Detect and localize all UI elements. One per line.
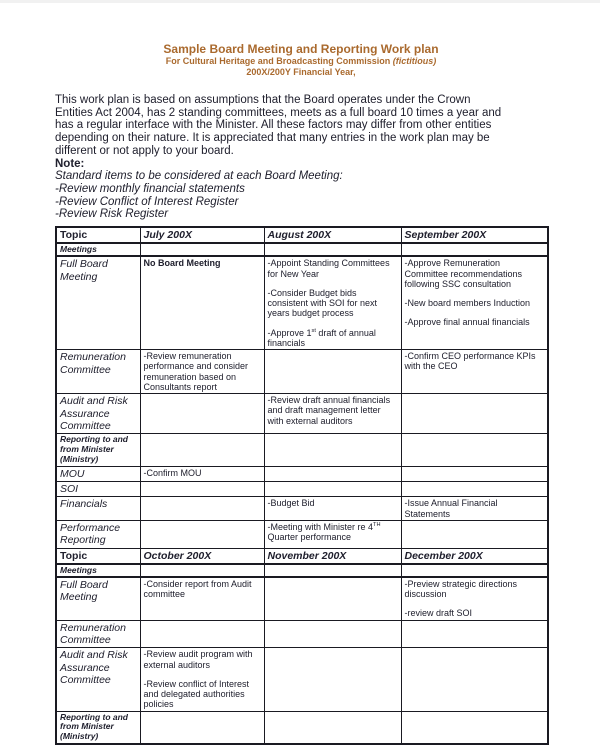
column-header-topic: Topic xyxy=(56,548,140,564)
table-section-row xyxy=(56,564,548,577)
topic-cell: Financials xyxy=(56,497,140,521)
note-item: -Review Risk Register xyxy=(55,208,169,221)
month-cell xyxy=(264,711,401,744)
cell-paragraph: -Review conflict of Interest and delegated authorities policies xyxy=(143,678,250,710)
month-cell xyxy=(264,577,401,620)
column-header-month: July 200X xyxy=(140,227,264,243)
intro-line: Entities Act 2004, has 2 standing committees, meets as a full board 10 times a year and xyxy=(55,106,502,119)
month-cell xyxy=(401,648,548,711)
month-cell xyxy=(401,434,548,466)
topic-cell: Reporting to and from Minister (Ministry) xyxy=(56,711,140,744)
table-row xyxy=(56,256,548,349)
month-cell xyxy=(140,466,264,481)
cell-paragraph: -review draft SOI xyxy=(404,608,473,619)
column-header-month: October 200X xyxy=(140,548,264,564)
note-item: -Review Conflict of Interest Register xyxy=(55,195,239,208)
month-cell xyxy=(264,350,401,394)
cell-paragraph: -Consider Budget bids consistent with SOI for next years budget process xyxy=(267,287,378,319)
table-row xyxy=(56,466,548,481)
cell-paragraph: -Confirm MOU xyxy=(143,467,202,478)
column-header-month: November 200X xyxy=(264,548,401,564)
month-cell xyxy=(401,394,548,434)
cell-paragraph: -New board members Induction xyxy=(404,298,531,309)
intro-line: different or not apply to your board. xyxy=(55,144,234,157)
month-cell xyxy=(264,520,401,548)
month-cell xyxy=(264,434,401,466)
cell-paragraph: -Appoint Standing Committees for New Year xyxy=(267,258,390,279)
month-cell xyxy=(264,256,401,349)
month-cell xyxy=(140,620,264,648)
table-row xyxy=(56,620,548,648)
note-item: -Review monthly financial statements xyxy=(55,182,245,195)
topic-cell: SOI xyxy=(56,481,140,496)
cell-paragraph: No Board Meeting xyxy=(143,258,221,269)
month-cell xyxy=(264,394,401,434)
empty-cell xyxy=(140,564,264,577)
table-section-row xyxy=(56,243,548,256)
column-header-topic: Topic xyxy=(56,227,140,243)
month-cell xyxy=(140,350,264,394)
subtitle-fictitious-text: (fictitious) xyxy=(392,56,437,66)
title-block xyxy=(55,42,547,77)
month-cell xyxy=(264,620,401,648)
month-cell xyxy=(401,497,548,521)
table-row xyxy=(56,520,548,548)
cell-paragraph: -Budget Bid xyxy=(267,498,315,509)
column-header-month: September 200X xyxy=(401,227,548,243)
empty-cell xyxy=(401,243,548,256)
month-cell xyxy=(401,481,548,496)
scan-edge-artifact xyxy=(0,0,600,3)
topic-cell: Full Board Meeting xyxy=(56,577,140,620)
topic-cell: Remuneration Committee xyxy=(56,350,140,394)
table-row xyxy=(56,577,548,620)
subtitle-org-text: For Cultural Heritage and Broadcasting Commission xyxy=(165,56,393,66)
cell-paragraph: -Confirm CEO performance KPIs with the CEO xyxy=(404,351,536,372)
document-subtitle-org xyxy=(55,56,547,67)
note-item: Standard items to be considered at each Board Meeting: xyxy=(55,170,343,183)
month-cell xyxy=(140,256,264,349)
cell-paragraph: -Approve 1st draft of annual financials xyxy=(267,327,376,348)
intro-paragraph xyxy=(55,94,547,158)
cell-paragraph: -Review draft annual financials and draft management letter with external auditors xyxy=(267,395,391,426)
month-cell xyxy=(140,394,264,434)
cell-paragraph: -Preview strategic directions discussion xyxy=(404,578,518,600)
document-content xyxy=(55,42,547,745)
month-cell xyxy=(264,497,401,521)
work-plan-table xyxy=(55,226,549,745)
superscript: TH xyxy=(373,521,381,528)
table-row xyxy=(56,394,548,434)
table-header-row xyxy=(56,548,548,564)
topic-cell: Full Board Meeting xyxy=(56,256,140,349)
document-title: Sample Board Meeting and Reporting Work plan xyxy=(163,42,439,56)
month-cell xyxy=(401,577,548,620)
month-cell xyxy=(401,466,548,481)
table-row xyxy=(56,434,548,466)
month-cell xyxy=(401,520,548,548)
month-cell xyxy=(264,481,401,496)
month-cell xyxy=(401,711,548,744)
month-cell xyxy=(401,256,548,349)
month-cell xyxy=(140,520,264,548)
table-row xyxy=(56,481,548,496)
table-row xyxy=(56,648,548,711)
intro-line: depending on their nature. It is appreciated that many entries in the work plan may be xyxy=(55,132,490,145)
intro-line: This work plan is based on assumptions that the Board operates under the Crown xyxy=(55,94,471,106)
month-cell xyxy=(140,481,264,496)
section-label-cell: Meetings xyxy=(56,243,140,256)
table-row xyxy=(56,497,548,521)
cell-paragraph: -Consider report from Audit committee xyxy=(143,578,252,600)
note-label: Note: xyxy=(55,157,85,170)
empty-cell xyxy=(264,564,401,577)
empty-cell xyxy=(140,243,264,256)
month-cell xyxy=(140,577,264,620)
cell-paragraph: -Approve Remuneration Committee recommendations following SSC consultation xyxy=(404,258,523,289)
table-row xyxy=(56,711,548,744)
month-cell xyxy=(140,711,264,744)
empty-cell xyxy=(264,243,401,256)
cell-paragraph: -Meeting with Minister re 4TH Quarter performance xyxy=(267,521,381,543)
month-cell xyxy=(140,648,264,711)
cell-paragraph: -Approve final annual financials xyxy=(404,317,530,328)
topic-cell: Audit and Risk Assurance Committee xyxy=(56,648,140,711)
cell-paragraph: -Issue Annual Financial Statements xyxy=(404,498,498,519)
superscript: st xyxy=(311,327,316,334)
column-header-month: August 200X xyxy=(264,227,401,243)
month-cell xyxy=(401,350,548,394)
topic-cell: Performance Reporting xyxy=(56,520,140,548)
month-cell xyxy=(140,497,264,521)
month-cell xyxy=(401,620,548,648)
cell-paragraph: -Review remuneration performance and consider remuneration based on Consultants report xyxy=(143,351,249,392)
section-label-cell: Meetings xyxy=(56,564,140,577)
month-cell xyxy=(264,648,401,711)
cell-paragraph: -Review audit program with external auditors xyxy=(143,649,253,670)
empty-cell xyxy=(401,564,548,577)
document-subtitle-year: 200X/200Y Financial Year, xyxy=(246,66,356,77)
column-header-month: December 200X xyxy=(401,548,548,564)
note-list xyxy=(55,170,547,221)
month-cell xyxy=(264,466,401,481)
table-row xyxy=(56,350,548,394)
topic-cell: Reporting to and from Minister (Ministry) xyxy=(56,434,140,466)
work-plan-table-body xyxy=(56,227,548,744)
table-header-row xyxy=(56,227,548,243)
topic-cell: Remuneration Committee xyxy=(56,620,140,648)
topic-cell: Audit and Risk Assurance Committee xyxy=(56,394,140,434)
month-cell xyxy=(140,434,264,466)
intro-line: has a regular interface with the Minister. All these factors may differ from other entities xyxy=(55,119,492,132)
topic-cell: MOU xyxy=(56,466,140,481)
